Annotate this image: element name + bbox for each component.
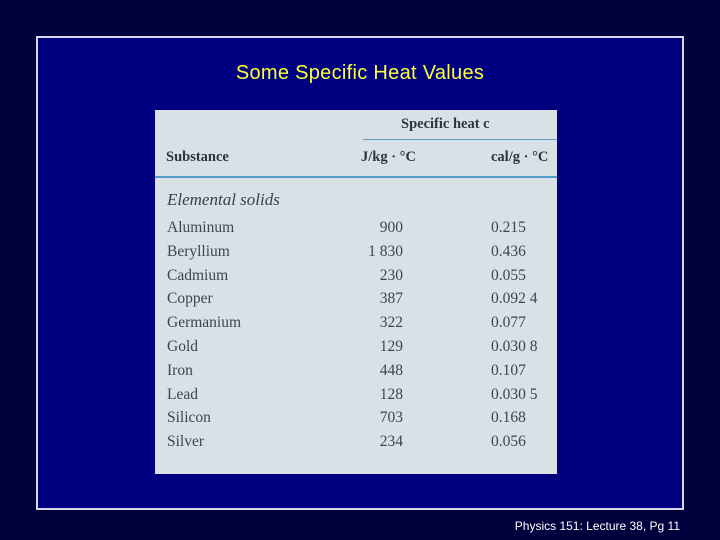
table-row bbox=[155, 218, 557, 242]
specific-heat-cal: 0.168 bbox=[491, 409, 526, 427]
specific-heat-j: 448 bbox=[379, 361, 403, 379]
table-row bbox=[155, 242, 557, 266]
substance-name: Beryllium bbox=[167, 242, 230, 260]
slide-footer: Physics 151: Lecture 38, Pg 11 bbox=[514, 519, 680, 533]
specific-heat-cal: 0.215 bbox=[491, 219, 526, 236]
table-row bbox=[155, 266, 557, 290]
table-row bbox=[155, 385, 557, 409]
specific-heat-j: 230 bbox=[379, 266, 403, 284]
table-row bbox=[155, 337, 557, 361]
specific-heat-j: 703 bbox=[379, 409, 403, 427]
specific-heat-cal: 0.077 bbox=[491, 314, 526, 332]
header-rule bbox=[155, 176, 557, 178]
substance-name: Lead bbox=[167, 385, 198, 403]
substance-name: Iron bbox=[167, 361, 193, 379]
specific-heat-cal: 0.056 bbox=[491, 433, 526, 451]
specific-heat-cal: 0.107 bbox=[491, 361, 526, 379]
category-label: Elemental solids bbox=[167, 190, 280, 209]
specific-heat-j: 129 bbox=[379, 337, 403, 355]
substance-name: Aluminum bbox=[167, 219, 235, 236]
substance-name: Silver bbox=[167, 433, 205, 451]
specific-heat-cal: 0.092 4 bbox=[491, 290, 538, 308]
group-header bbox=[401, 116, 490, 133]
table-rows bbox=[155, 218, 557, 456]
specific-heat-cal: 0.055 bbox=[491, 266, 526, 284]
specific-heat-j: 322 bbox=[379, 314, 403, 332]
column-header-substance: Substance bbox=[166, 149, 229, 165]
specific-heat-cal: 0.436 bbox=[491, 242, 526, 260]
table-row bbox=[155, 313, 557, 337]
substance-name: Germanium bbox=[167, 314, 242, 332]
table-row bbox=[155, 408, 557, 432]
column-header-j-per-kg: J/kg · °C bbox=[361, 149, 416, 165]
specific-heat-cal: 0.030 5 bbox=[491, 385, 538, 403]
specific-heat-j: 900 bbox=[379, 219, 403, 236]
group-header-text: Specific heat c bbox=[401, 116, 490, 132]
specific-heat-j: 387 bbox=[379, 290, 403, 308]
substance-name: Cadmium bbox=[167, 266, 229, 284]
table-row bbox=[155, 361, 557, 385]
column-header-cal-per-g: cal/g · °C bbox=[491, 149, 549, 165]
substance-name: Silicon bbox=[167, 409, 211, 427]
substance-name: Copper bbox=[167, 290, 213, 308]
slide-title: Some Specific Heat Values bbox=[235, 62, 485, 84]
specific-heat-j: 128 bbox=[379, 385, 403, 403]
table-row bbox=[155, 289, 557, 313]
table-row bbox=[155, 432, 557, 456]
specific-heat-cal: 0.030 8 bbox=[491, 337, 538, 355]
specific-heat-j: 1 830 bbox=[368, 242, 403, 260]
group-header-rule bbox=[363, 139, 557, 140]
substance-name: Gold bbox=[167, 337, 198, 355]
specific-heat-j: 234 bbox=[379, 433, 403, 451]
specific-heat-table bbox=[155, 110, 557, 474]
